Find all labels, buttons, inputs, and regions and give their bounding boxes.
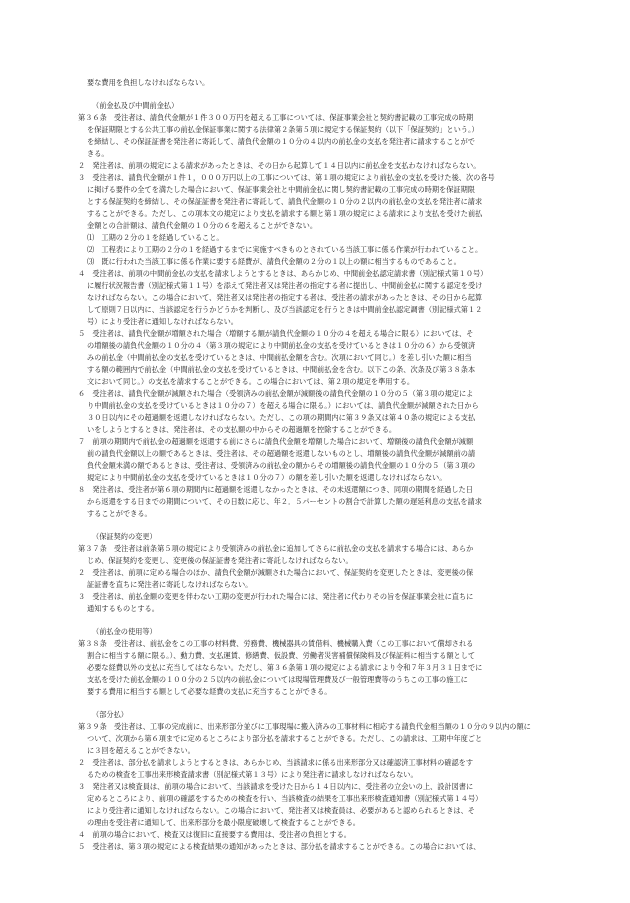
text-line: きる。 xyxy=(87,149,109,158)
text-line: ８ 発注者は、受注者が第６項の期間内に超過額を返還しなかったときは、その未返還額につき、同項の期間を経過した日 xyxy=(78,485,473,494)
text-line: 通知するものとする。 xyxy=(87,604,159,613)
section-heading: （前金払及び中間前金払） xyxy=(92,101,179,110)
text-line: 要な費用を負担しなければならない。 xyxy=(87,78,210,87)
text-line: 金額との合計額は、請負代金額の１０分の６を超えることができない。 xyxy=(87,221,318,230)
text-line: ２ 受注者は、前項に定める場合のほか、請負代金額が減額された場合において、保証契約を変更したときは、変更後の保 xyxy=(78,568,474,577)
text-line: に３回を超えることができない。 xyxy=(87,746,195,755)
section-heading: （保証契約の変更） xyxy=(92,532,157,541)
text-line: ３ 発注者又は検査員は、前項の場合において、当該請求を受けた日から１４日以内に、受注者の立会いの上、設計図書に xyxy=(78,782,474,791)
article-37-title: 第３７条 受注者は前条第５項の規定により受領済みの前払金に追加してさらに前払金の支払を請求する場合には、あらか xyxy=(78,544,474,553)
section-heading: （部分払） xyxy=(92,710,128,719)
section-heading: （前払金の使用等） xyxy=(92,627,157,636)
text-line: ２ 受注者は、部分払を請求しようとするときは、あらかじめ、当該請求に係る出来形部分又は確認済工事材料の確認をす xyxy=(78,758,474,767)
text-line: の増額後の請負代金額の１０分の４（第３項の規定により中間前払金の支払を受けているときは１０分の６）から受領済 xyxy=(87,341,476,350)
text-line: から返還をする日までの期間について、その日数に応じ、年２．５パーセントの割合で計算した額の遅延利息の支払を請求 xyxy=(87,497,482,506)
text-line: することができる。ただし、この項本文の規定により支払を請求する額と第１項の規定による請求により支払を受けた前払 xyxy=(87,209,483,218)
text-line: の理由を受注者に通知して、出来形部分を最小限度破壊して検査することができる。 xyxy=(87,818,360,827)
text-line: ２ 発注者は、前項の規定による請求があったときは、その日から起算して１４日以内に前払金を支払わなければならない。 xyxy=(78,161,481,170)
text-line: を保証期限とする公共工事の前払金保証事業に関する法律第２条第５項に規定する保証契約（以下「保証契約」という。） xyxy=(87,125,479,134)
text-line: ⑶ 既に行われた当該工事に係る作業に要する経費が、請負代金額の２分の１以上の額に相当するものであること。 xyxy=(87,257,461,266)
text-line: ４ 受注者は、前項の中間前金払の支払を請求しようとするときは、あらかじめ、中間前金払認定請求書（別記様式第１０号） xyxy=(78,269,488,278)
text-line: いをしようとするときは、発注者は、その支払額の中からその超過額を控除することができる。 xyxy=(87,425,397,434)
text-line: 前の請負代金額以上の額であるときは、受注者は、その超過額を返還しないものとし、増額後の請負代金額が減額前の請 xyxy=(87,449,476,458)
text-line: する額の範囲内で前払金（中間前払金の支払を受けているときは、中間前払金を含む。以下この条、次条及び第３８条本 xyxy=(87,365,476,374)
text-line: 文において同じ。）の支払を請求することができる。この場合においては、第２項の規定を準用する。 xyxy=(87,377,415,386)
text-line: ３ 受注者は、前払金額の変更を伴わない工期の変更が行われた場合には、発注者に代わりその旨を保証事業会社に直ちに xyxy=(78,592,474,601)
article-36-title: 第３６条 受注者は、請負代金額が１件３００万円を超える工事については、保証事業会社と契約書記載の工事完成の時期 xyxy=(78,113,474,122)
text-line: に履行状況報告書（別記様式第１１号）を添えて発注者又は発注者の指定する者に提出し、中間前金払に関する認定を受け xyxy=(87,281,483,290)
text-line: により受注者に通知しなければならない。この場合において、発注者又は検査員は、必要があると認められるときは、そ xyxy=(87,806,475,815)
text-line: 支払を受けた前払金額の１００分の２５以内の前払金については現場管理費及び一般管理費等のうちこの工事の施工に xyxy=(87,675,468,684)
text-line: ３０日以内にその超過額を返還しなければならない。ただし、この項の期間内に第３９条又は第４０条の規定による支払 xyxy=(87,413,476,422)
text-line: 定めるところにより、前項の確認をするための検査を行い、当該検査の結果を工事出来形検査通知書（別記様式第１４号） xyxy=(87,794,483,803)
text-line: ついて、次項から第６項までに定めるところにより部分払を請求することができる。ただし、この請求は、工期中年度ごと xyxy=(87,734,483,743)
article-39-title: 第３９条 受注者は、工事の完成前に、出来形部分並びに工事現場に搬入済みの工事材料に相応する請負代金相当額の１０分の９以内の額に xyxy=(78,722,531,731)
text-line: ６ 受注者は、請負代金額が減額された場合（受領済みの前払金額が減額後の請負代金額の１０分の５（第３項の規定によ xyxy=(78,389,474,398)
text-line: することができる。 xyxy=(87,509,152,518)
text-line: 割合に相当する額に限る。）、動力費、支払運賃、修繕費、仮設費、労働者災害補償保険料及び保証料に相当する額として xyxy=(87,651,476,660)
text-line: 要する費用に相当する額として必要な経費の支払に充当することができる。 xyxy=(87,687,332,696)
text-line: して原則７日以内に、当該認定を行うかどうかを判断し、及び当該認定を行うときは中間前金払認定調書（別記様式第１２ xyxy=(87,305,483,314)
text-line: ３ 受注者は、請負代金額が１件１，０００万円以上の工事については、第１項の規定により前払金の支払を受けた後、次の各号 xyxy=(78,173,495,182)
text-line: ⑴ 工期の２分の１を経過していること。 xyxy=(87,233,224,242)
text-line: を締結し、その保証証書を発注者に寄託して、請負代金額の１０分の４以内の前払金の支払を発注者に請求することがで xyxy=(87,137,475,146)
text-line: じめ、保証契約を変更し、変更後の保証証書を発注者に寄託しなければならない。 xyxy=(87,556,353,565)
article-38-title: 第３８条 受注者は、前払金をこの工事の材料費、労務費、機械器具の賃借料、機械購入費（この工事において償却される xyxy=(78,639,474,648)
text-line: ７ 前項の期間内で前払金の超過額を返還する前にさらに請負代金額を増額した場合において、増額後の請負代金額が減額 xyxy=(78,437,474,446)
text-line: 号）により受注者に通知しなければならない。 xyxy=(87,317,238,326)
text-line: 必要な経費以外の支払に充当してはならない。ただし、第３６条第１項の規定による請求により令和７年３月３１日までに xyxy=(87,663,483,672)
text-line: ４ 前項の場合において、検査又は復旧に直接要する費用は、受注者の負担とする。 xyxy=(78,830,351,839)
text-line: とする保証契約を締結し、その保証証書を発注者に寄託して、請負代金額の１０分の２以内の前払金の支払を発注者に請求 xyxy=(87,197,483,206)
text-line: なければならない。この場合において、発注者又は発注者の指定する者は、受注者の請求があったときは、その日から起算 xyxy=(87,293,483,302)
text-line: ５ 受注者は、第３項の規定による検査結果の通知があったときは、部分払を請求することができる。この場合においては、 xyxy=(78,842,481,851)
text-line: ⑵ 工程表により工期の２分の１を経過するまでに実施すべきものとされている当該工事に係る作業が行われていること。 xyxy=(87,245,483,254)
text-line: るための検査を工事出来形検査請求書（別記様式第１３号）により発注者に請求しなければならない。 xyxy=(87,770,418,779)
text-line: 証証書を直ちに発注者に寄託しなければならない。 xyxy=(87,580,253,589)
text-line: ５ 受注者は、請負代金額が増額された場合（増額する額が請負代金額の１０分の４を超える場合に限る）においては、そ xyxy=(78,329,474,338)
text-line: みの前払金（中間前払金の支払を受けているときは、中間前払金額を含む。次項において同じ。）を差し引いた額に相当 xyxy=(87,353,472,362)
text-line: 負代金額未満の額であるときは、受注者は、受領済みの前払金の額からその増額後の請負代金額の１０分の５（第３項の xyxy=(87,461,476,470)
text-line: 規定により中間前払金の支払を受けているときは１０分の７）の額を差し引いた額を返還しなければならない。 xyxy=(87,473,447,482)
text-line: に掲げる要件の全てを満たした場合において、保証事業会社と中間前金払に関し契約書記載の工事完成の時期を保証期限 xyxy=(87,185,475,194)
text-line: り中間前払金の支払を受けているときは１０分の７）を超える場合に限る。）においては、請負代金額が減額された日から xyxy=(87,401,479,410)
